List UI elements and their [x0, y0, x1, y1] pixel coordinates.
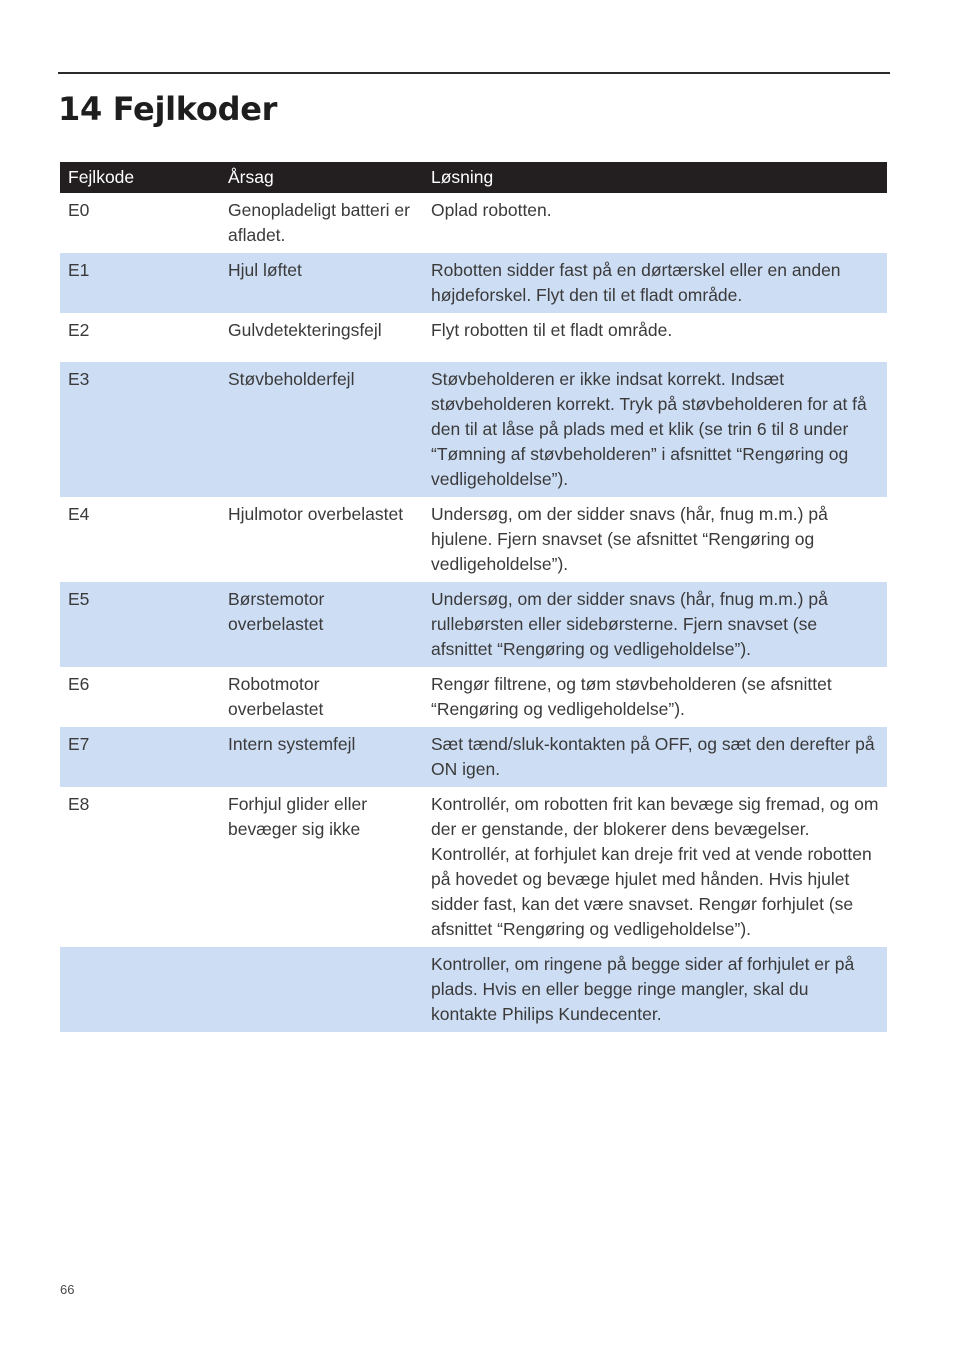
cell-code: E7 [60, 727, 220, 787]
cell-code [60, 947, 220, 1032]
table-row [60, 667, 887, 727]
cell-code: E0 [68, 200, 90, 220]
cell-cause: Genopladeligt batteri er afladet. [228, 200, 410, 245]
cell-solution: Støvbeholderen er ikke indsat korrekt. Indsæt støvbeholderen korrekt. Tryk på støvbeholderen for at få den til at låse på plads med et klik (se trin 6 til 8 under “Tømning af støvbeholderen” i afsnittet “Rengøring og vedligeholdelse”). [423, 362, 887, 497]
cell-cause: Forhjul glider eller bevæger sig ikke [228, 794, 368, 839]
cell-code: E6 [68, 674, 90, 694]
error-code-table [60, 162, 887, 1032]
cell-solution: Undersøg, om der sidder snavs (hår, fnug m.m.) på rullebørsten eller sidebørsterne. Fjern snavset (se afsnittet “Rengøring og vedligeholdelse”). [423, 582, 887, 667]
cell-code: E5 [60, 582, 220, 667]
cell-cause: Intern systemfejl [220, 727, 423, 787]
cell-code: E8 [68, 794, 90, 814]
table-row [60, 362, 887, 497]
cell-solution: Sæt tænd/sluk-kontakten på OFF, og sæt den derefter på ON igen. [423, 727, 887, 787]
header-cause: Årsag [220, 162, 423, 193]
table-row [60, 193, 887, 253]
cell-cause: Hjulmotor overbelastet [228, 504, 404, 524]
cell-cause: Hjul løftet [220, 253, 423, 313]
cell-cause: Gulvdetekteringsfejl [228, 320, 382, 340]
header-solution: Løsning [423, 162, 887, 193]
table-header-row [60, 162, 887, 193]
table-row [60, 947, 887, 1032]
table-row [60, 582, 887, 667]
page-title: 14 Fejlkoder [58, 90, 278, 128]
table-row [60, 727, 887, 787]
cell-cause [220, 947, 423, 1032]
cell-code: E2 [68, 320, 90, 340]
cell-solution: Rengør filtrene, og tøm støvbeholderen (se afsnittet “Rengøring og vedligeholdelse”). [431, 674, 832, 719]
cell-code: E1 [60, 253, 220, 313]
cell-solution: Robotten sidder fast på en dørtærskel eller en anden højdeforskel. Flyt den til et fladt område. [423, 253, 887, 313]
cell-solution: Undersøg, om der sidder snavs (hår, fnug m.m.) på hjulene. Fjern snavset (se afsnittet “Rengøring og vedligeholdelse”). [431, 504, 828, 574]
cell-cause: Børstemotor overbelastet [220, 582, 423, 667]
cell-solution: Kontrollér, om robotten frit kan bevæge sig fremad, og om der er genstande, der blokerer dens bevægelser. Kontrollér, at forhjulet kan dreje frit ved at vende robotten på hovedet og bevæge hjulet med hånden. Hvis hjulet sidder fast, kan det være snavset. Rengør forhjulet (se afsnittet “Rengøring og vedligeholdelse”). [431, 794, 879, 939]
top-rule [58, 72, 890, 74]
cell-code: E3 [60, 362, 220, 497]
table-row [60, 497, 887, 582]
cell-solution: Kontroller, om ringene på begge sider af forhjulet er på plads. Hvis en eller begge ringe mangler, skal du kontakte Philips Kundecenter. [423, 947, 887, 1032]
cell-code: E4 [68, 504, 90, 524]
cell-cause: Robotmotor overbelastet [228, 674, 324, 719]
header-code: Fejlkode [60, 162, 220, 193]
cell-solution: Flyt robotten til et fladt område. [431, 320, 673, 340]
table-row [60, 787, 887, 947]
table-row [60, 253, 887, 313]
cell-cause: Støvbeholderfejl [220, 362, 423, 497]
cell-solution: Oplad robotten. [431, 200, 552, 220]
table-row [60, 313, 887, 362]
page-number: 66 [60, 1282, 75, 1297]
